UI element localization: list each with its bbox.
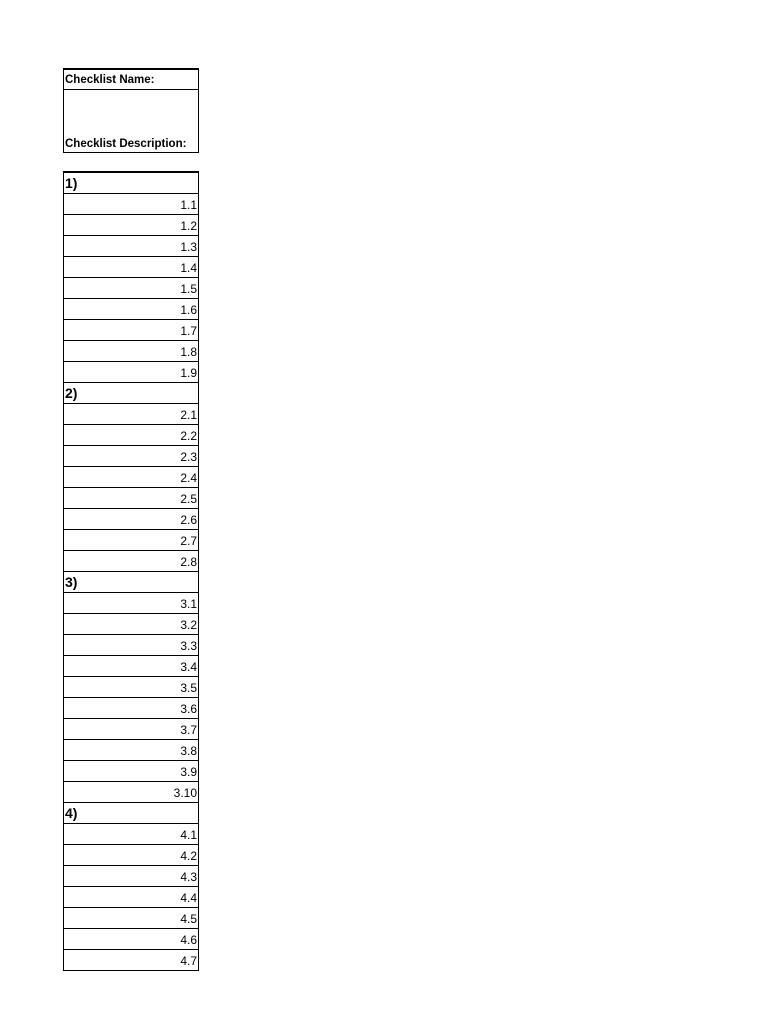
checklist-item-row[interactable]: 4.4: [64, 887, 198, 908]
checklist-item-row[interactable]: 4.1: [64, 824, 198, 845]
checklist-item-row[interactable]: 3.10: [64, 782, 198, 803]
checklist-item-row[interactable]: 1.5: [64, 278, 198, 299]
checklist-item-row[interactable]: 4.2: [64, 845, 198, 866]
checklist-item-row[interactable]: 2.8: [64, 551, 198, 572]
checklist-item-row[interactable]: 4.7: [180, 954, 197, 968]
checklist-item-row[interactable]: 1.1: [64, 194, 198, 215]
checklist-item-row[interactable]: 2.5: [64, 488, 198, 509]
checklist-item-row[interactable]: 3.5: [64, 677, 198, 698]
checklist-item-row[interactable]: 3.9: [64, 761, 198, 782]
checklist-item-row[interactable]: 1.8: [64, 341, 198, 362]
section-heading: 3): [64, 572, 198, 593]
checklist-item-row[interactable]: 4.5: [64, 908, 198, 929]
checklist-name-label: Checklist Name:: [64, 70, 198, 90]
checklist-item-row[interactable]: 1.7: [64, 320, 198, 341]
checklist-item-row[interactable]: 2.4: [64, 467, 198, 488]
checklist-item-row[interactable]: 2.7: [64, 530, 198, 551]
checklist-description-label: Checklist Description:: [65, 138, 187, 150]
checklist-item-row[interactable]: 2.6: [64, 509, 198, 530]
checklist-table: [63, 171, 199, 971]
section-heading: 1): [64, 173, 198, 194]
checklist-item-row[interactable]: 3.1: [64, 593, 198, 614]
checklist-item-row[interactable]: 4.6: [64, 929, 198, 950]
checklist-item-row[interactable]: 3.3: [64, 635, 198, 656]
checklist-item-row[interactable]: 3.6: [64, 698, 198, 719]
checklist-item-row[interactable]: 1.9: [64, 362, 198, 383]
checklist-item-row[interactable]: 2.1: [64, 404, 198, 425]
checklist-item-row[interactable]: 2.3: [64, 446, 198, 467]
checklist-item-row[interactable]: 1.4: [64, 257, 198, 278]
checklist-item-row[interactable]: 3.8: [64, 740, 198, 761]
checklist-item-row[interactable]: 1.2: [64, 215, 198, 236]
checklist-item-row[interactable]: 2.2: [64, 425, 198, 446]
section-heading: 2): [64, 383, 198, 404]
checklist-item-row[interactable]: 3.2: [64, 614, 198, 635]
checklist-header-box: [63, 68, 199, 153]
checklist-item-row[interactable]: 3.4: [64, 656, 198, 677]
checklist-item-row[interactable]: 4.3: [64, 866, 198, 887]
checklist-item-row[interactable]: 1.6: [64, 299, 198, 320]
checklist-item-row[interactable]: 1.3: [64, 236, 198, 257]
section-heading: 4): [64, 803, 198, 824]
checklist-item-row[interactable]: 3.7: [64, 719, 198, 740]
